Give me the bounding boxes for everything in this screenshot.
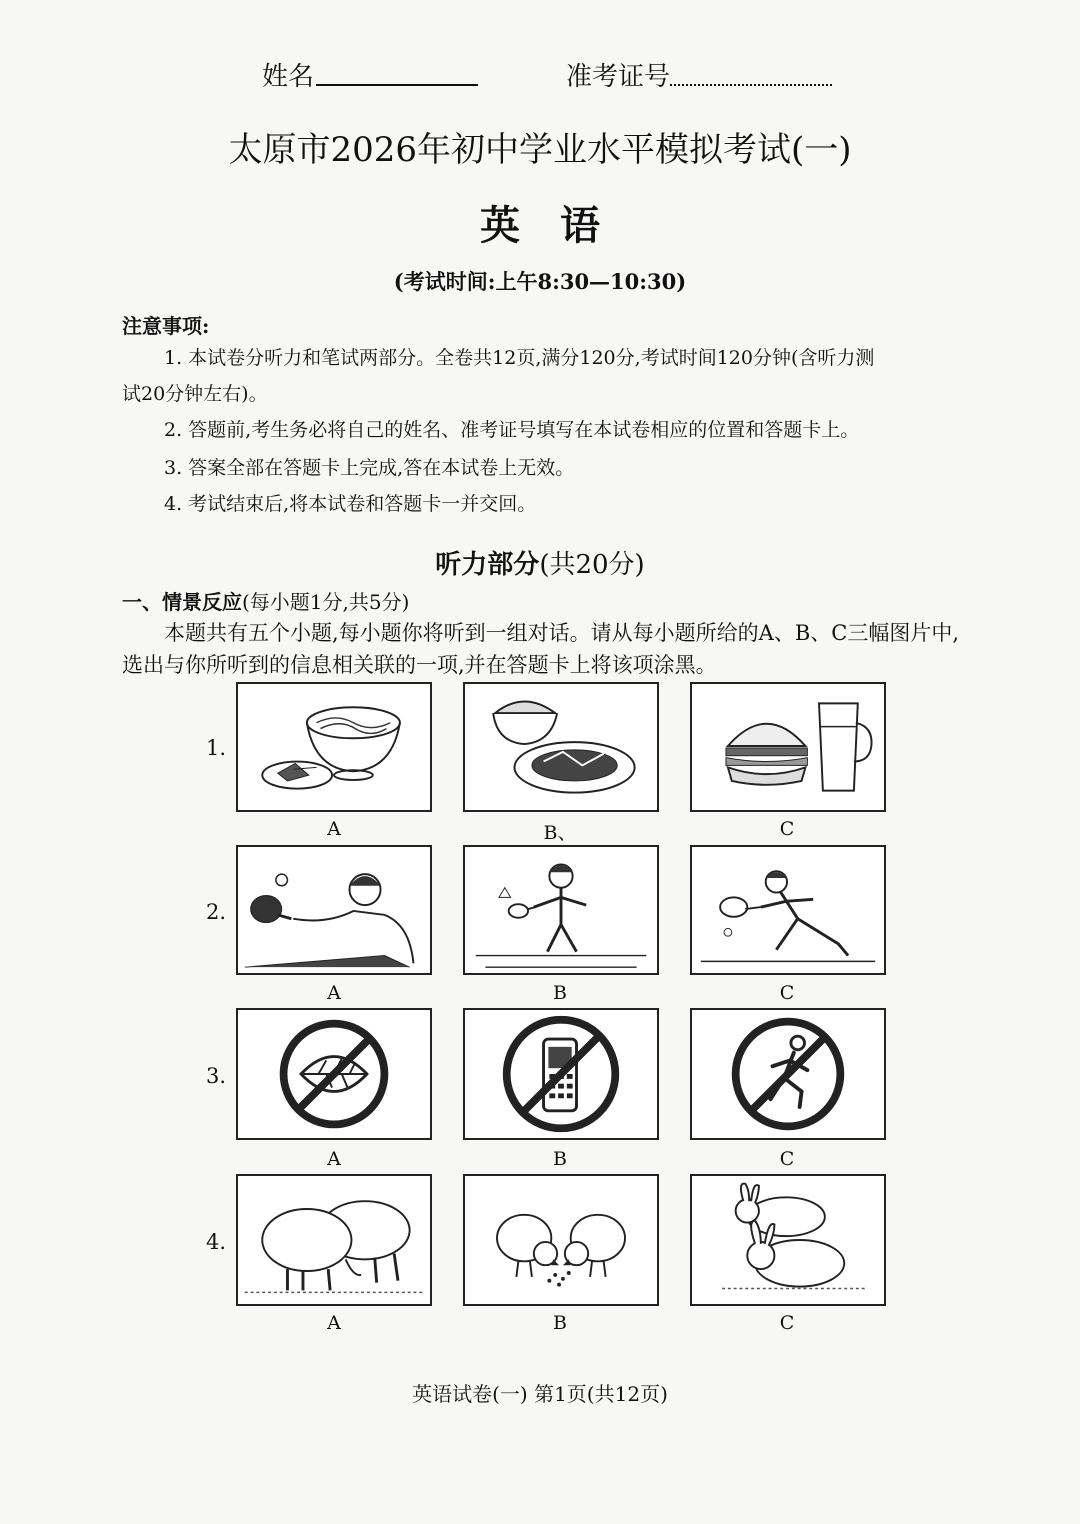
exam-time: (考试时间:上午8:30—10:30) <box>393 269 687 294</box>
no-phone-icon <box>465 1010 657 1138</box>
name-blank[interactable] <box>316 84 478 86</box>
q3-option-c-picture[interactable] <box>690 1008 886 1140</box>
q2-option-a-picture[interactable] <box>236 845 432 975</box>
option-label: B <box>553 982 567 1004</box>
no-picking-leaves-icon <box>238 1010 430 1138</box>
part1-desc-1: 本题共有五个小题,每小题你将听到一组对话。请从每小题所给的A、B、C三幅图片中, <box>164 621 960 645</box>
chicks-icon <box>465 1176 657 1304</box>
rabbits-icon <box>692 1176 884 1304</box>
question-number: 2. <box>206 900 227 924</box>
option-label: A <box>327 982 341 1004</box>
option-label: C <box>779 982 795 1004</box>
q1-option-c-picture[interactable] <box>690 682 886 812</box>
exam-id-label: 准考证号 <box>566 62 671 92</box>
option-label: C <box>779 1148 795 1170</box>
option-label: C <box>779 818 795 840</box>
exam-title: 太原市2026年初中学业水平模拟考试(一) <box>228 130 852 170</box>
q4-option-b-picture[interactable] <box>463 1174 659 1306</box>
noodles-icon <box>238 684 430 810</box>
listening-score: (共20分) <box>539 550 645 580</box>
question-number: 3. <box>206 1064 227 1088</box>
option-label: A <box>327 1148 341 1170</box>
exam-id-blank[interactable] <box>670 84 832 86</box>
q4-option-c-picture[interactable] <box>690 1174 886 1306</box>
ping-pong-icon <box>238 847 430 973</box>
option-label: C <box>779 1312 795 1334</box>
question-number: 1. <box>206 736 227 760</box>
q4-option-a-picture[interactable] <box>236 1174 432 1306</box>
subject-title: 英语 <box>480 202 640 249</box>
badminton-icon <box>465 847 657 973</box>
q2-option-b-picture[interactable] <box>463 845 659 975</box>
notice-item-1-cont: 试20分钟左右)。 <box>122 383 268 405</box>
name-label: 姓名 <box>262 62 315 92</box>
notice-item-1: 1. 本试卷分听力和笔试两部分。全卷共12页,满分120分,考试时间120分钟(含听力测 <box>164 347 875 369</box>
question-number: 4. <box>206 1230 227 1254</box>
q1-option-a-picture[interactable] <box>236 682 432 812</box>
option-label: A <box>327 818 341 840</box>
option-label: A <box>327 1312 341 1334</box>
listening-title: 听力部分 <box>435 550 540 580</box>
option-label: B <box>553 1148 567 1170</box>
q2-option-c-picture[interactable] <box>690 845 886 975</box>
q3-option-b-picture[interactable] <box>463 1008 659 1140</box>
q1-option-b-picture[interactable] <box>463 682 659 812</box>
burger-and-juice-icon <box>692 684 884 810</box>
listening-section-title <box>0 544 1080 581</box>
q3-option-a-picture[interactable] <box>236 1008 432 1140</box>
part1-desc-2: 选出与你所听到的信息相关联的一项,并在答题卡上将该项涂黑。 <box>122 653 717 677</box>
part1-score: (每小题1分,共5分) <box>242 590 410 614</box>
sheep-icon <box>238 1176 430 1304</box>
notice-item-2: 2. 答题前,考生务必将自己的姓名、准考证号填写在本试卷相应的位置和答题卡上。 <box>164 419 860 441</box>
option-label: B <box>553 1312 567 1334</box>
option-label: B、 <box>543 822 577 844</box>
part1-title: 一、情景反应 <box>122 590 242 614</box>
rice-and-dish-icon <box>465 684 657 810</box>
page-footer: 英语试卷(一) 第1页(共12页) <box>412 1382 668 1406</box>
part1-heading <box>122 586 409 615</box>
no-running-icon <box>692 1010 884 1138</box>
notice-heading: 注意事项: <box>122 314 210 338</box>
tennis-icon <box>692 847 884 973</box>
notice-item-3: 3. 答案全部在答题卡上完成,答在本试卷上无效。 <box>164 457 575 479</box>
notice-item-4: 4. 考试结束后,将本试卷和答题卡一并交回。 <box>164 493 537 515</box>
